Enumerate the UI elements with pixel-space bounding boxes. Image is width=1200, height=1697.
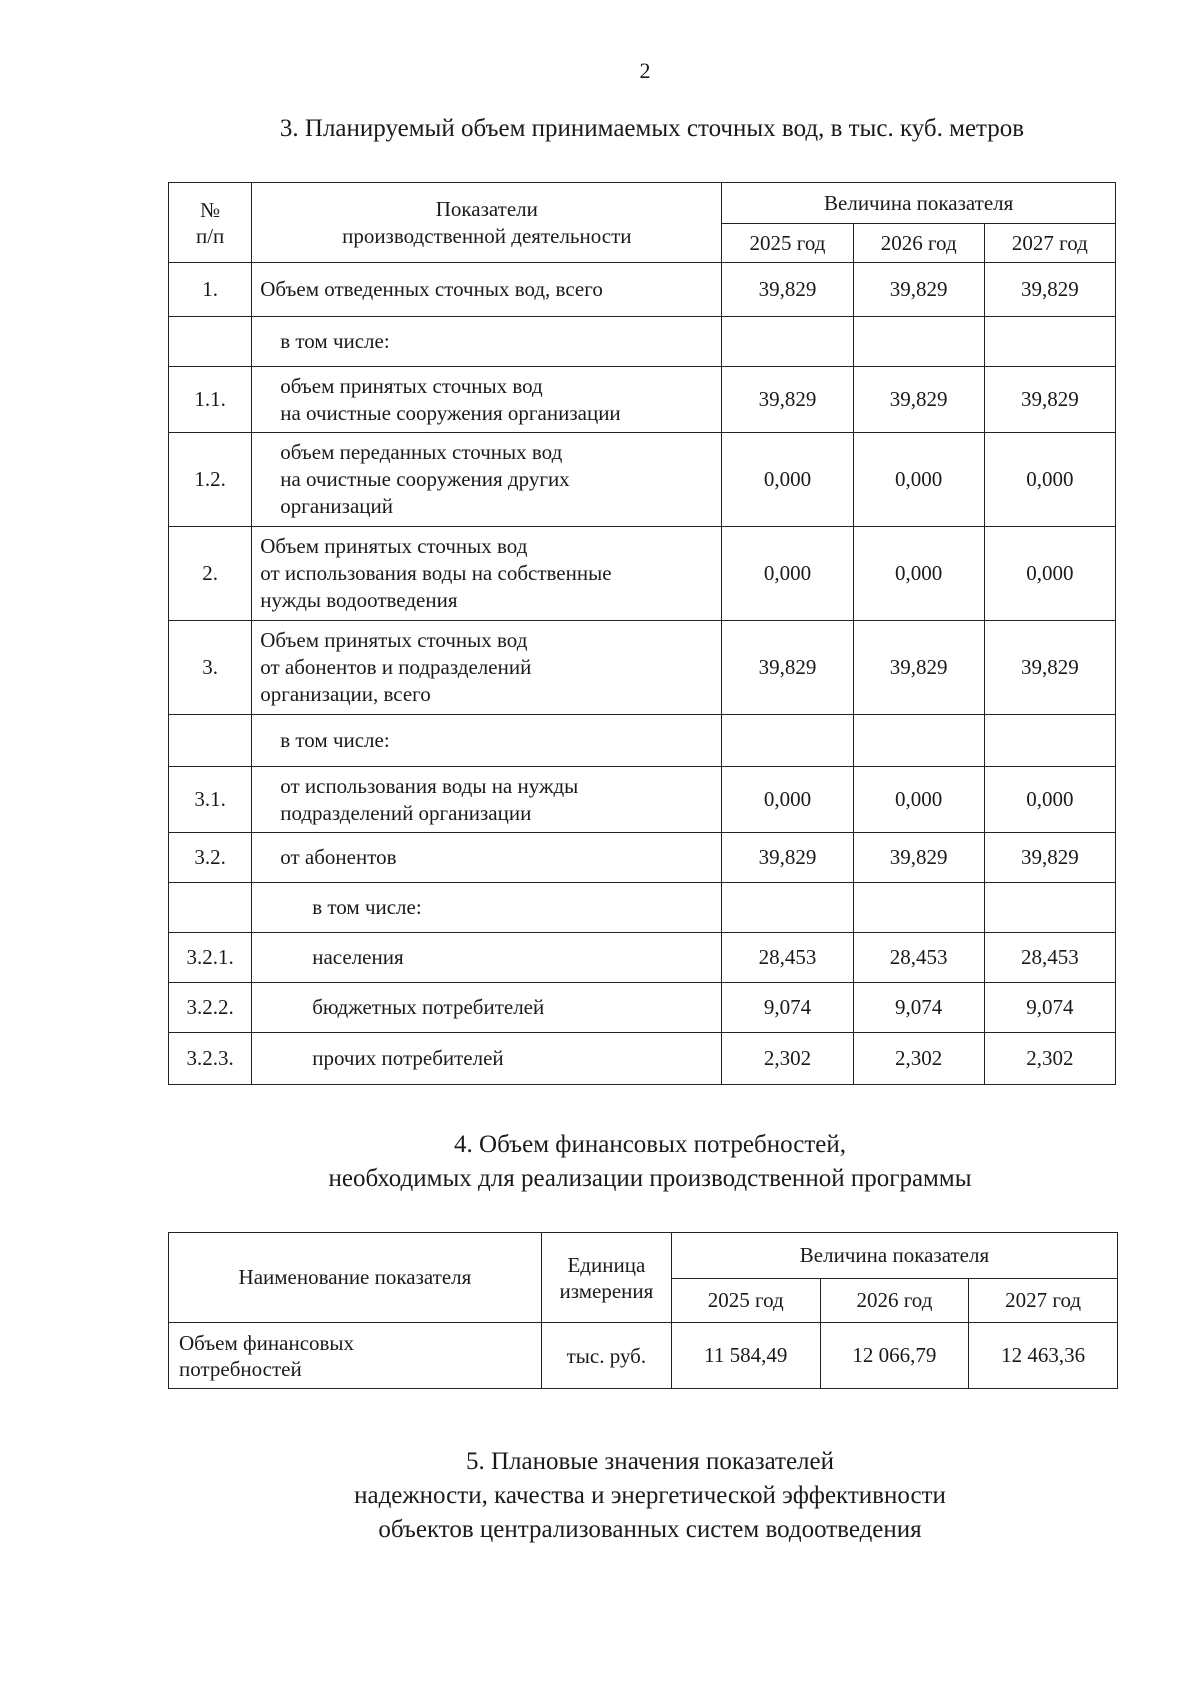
row-number: 1.1. xyxy=(169,367,252,433)
table-row xyxy=(169,527,1116,621)
row-value-2027: 28,453 xyxy=(984,933,1115,983)
row-label: Объем принятых сточных вод от абонентов и подразделений организации, всего xyxy=(252,621,722,715)
section5-title xyxy=(110,1445,1190,1547)
table-row xyxy=(169,621,1116,715)
row-number: 3. xyxy=(169,621,252,715)
row-value-2027 xyxy=(984,317,1115,367)
row-value-2025: 39,829 xyxy=(722,263,853,317)
section5-title-line1: 5. Плановые значения показателей xyxy=(465,1448,835,1475)
header-year-2026: 2026 год xyxy=(853,224,984,263)
table-row xyxy=(169,767,1116,833)
financial-needs-table xyxy=(168,1232,1118,1389)
header-value: Величина показателя xyxy=(722,183,1116,224)
row-value-2025: 39,829 xyxy=(722,367,853,433)
row-label: в том числе: xyxy=(252,715,722,767)
row-value-2026 xyxy=(853,715,984,767)
header-year-2025: 2025 год xyxy=(722,224,853,263)
row-value-2026: 0,000 xyxy=(853,527,984,621)
row-value-2025: 0,000 xyxy=(722,433,853,527)
table-row xyxy=(169,263,1116,317)
row-value-2027: 39,829 xyxy=(984,367,1115,433)
row-number: 3.2. xyxy=(169,833,252,883)
row-value-2025: 9,074 xyxy=(722,983,853,1033)
header-num: № п/п xyxy=(169,183,252,263)
row-label: населения xyxy=(252,933,722,983)
row-value-2026: 12 066,79 xyxy=(820,1323,969,1389)
row-name: Объем финансовых потребностей xyxy=(169,1323,542,1389)
row-value-2025: 39,829 xyxy=(722,833,853,883)
row-value-2025: 11 584,49 xyxy=(671,1323,820,1389)
row-value-2027 xyxy=(984,715,1115,767)
row-value-2026: 0,000 xyxy=(853,767,984,833)
row-number: 3.1. xyxy=(169,767,252,833)
row-value-2027: 0,000 xyxy=(984,433,1115,527)
header-year-2026: 2026 год xyxy=(820,1279,969,1323)
row-value-2026: 0,000 xyxy=(853,433,984,527)
row-label: от абонентов xyxy=(252,833,722,883)
row-value-2026: 39,829 xyxy=(853,621,984,715)
row-value-2026: 2,302 xyxy=(853,1033,984,1085)
row-value-2025: 39,829 xyxy=(722,621,853,715)
row-number: 3.2.1. xyxy=(169,933,252,983)
row-label: объем принятых сточных вод на очистные сооружения организации xyxy=(252,367,722,433)
row-value-2026: 28,453 xyxy=(853,933,984,983)
row-number: 1. xyxy=(169,263,252,317)
row-value-2025: 28,453 xyxy=(722,933,853,983)
row-label: в том числе: xyxy=(252,317,722,367)
header-year-2027: 2027 год xyxy=(984,224,1115,263)
page-number: 2 xyxy=(639,58,651,83)
row-label: бюджетных потребителей xyxy=(252,983,722,1033)
row-number xyxy=(169,317,252,367)
row-value-2026 xyxy=(853,883,984,933)
row-value-2027 xyxy=(984,883,1115,933)
row-value-2025: 0,000 xyxy=(722,527,853,621)
table-row xyxy=(169,833,1116,883)
header-name: Наименование показателя xyxy=(169,1233,542,1323)
row-value-2026: 39,829 xyxy=(853,263,984,317)
row-value-2027: 0,000 xyxy=(984,767,1115,833)
section5-title-line3: объектов централизованных систем водоотведения xyxy=(378,1516,922,1543)
section5-title-line2: надежности, качества и энергетической эффективности xyxy=(354,1482,946,1509)
header-unit: Единица измерения xyxy=(541,1233,671,1323)
row-value-2026: 39,829 xyxy=(853,833,984,883)
table-row xyxy=(169,433,1116,527)
wastewater-volume-table xyxy=(168,182,1116,1085)
table-row xyxy=(169,1033,1116,1085)
section4-title-line2: необходимых для реализации производственной программы xyxy=(328,1165,972,1192)
row-value-2026 xyxy=(853,317,984,367)
header-year-2025: 2025 год xyxy=(671,1279,820,1323)
row-number: 3.2.3. xyxy=(169,1033,252,1085)
row-number: 1.2. xyxy=(169,433,252,527)
header-indicators: Показатели производственной деятельности xyxy=(252,183,722,263)
row-number: 3.2.2. xyxy=(169,983,252,1033)
header-value: Величина показателя xyxy=(671,1233,1117,1279)
table-row xyxy=(169,367,1116,433)
row-value-2027: 12 463,36 xyxy=(969,1323,1118,1389)
row-label: Объем отведенных сточных вод, всего xyxy=(252,263,722,317)
row-value-2026: 39,829 xyxy=(853,367,984,433)
row-value-2027: 0,000 xyxy=(984,527,1115,621)
header-year-2027: 2027 год xyxy=(969,1279,1118,1323)
row-number: 2. xyxy=(169,527,252,621)
row-value-2027: 39,829 xyxy=(984,833,1115,883)
row-value-2025: 0,000 xyxy=(722,767,853,833)
row-number xyxy=(169,883,252,933)
table-row xyxy=(169,883,1116,933)
row-value-2025 xyxy=(722,715,853,767)
row-value-2025 xyxy=(722,883,853,933)
row-label: объем переданных сточных вод на очистные сооружения других организаций xyxy=(252,433,722,527)
row-value-2025: 2,302 xyxy=(722,1033,853,1085)
row-label: от использования воды на нужды подразделений организации xyxy=(252,767,722,833)
row-label: прочих потребителей xyxy=(252,1033,722,1085)
section3-title: 3. Планируемый объем принимаемых сточных вод, в тыс. куб. метров xyxy=(279,115,1025,142)
row-unit: тыс. руб. xyxy=(541,1323,671,1389)
row-label: Объем принятых сточных вод от использования воды на собственные нужды водоотведения xyxy=(252,527,722,621)
row-label: в том числе: xyxy=(252,883,722,933)
row-value-2025 xyxy=(722,317,853,367)
section4-title xyxy=(110,1128,1190,1196)
row-value-2027: 2,302 xyxy=(984,1033,1115,1085)
row-value-2027: 39,829 xyxy=(984,621,1115,715)
table-row xyxy=(169,933,1116,983)
row-value-2026: 9,074 xyxy=(853,983,984,1033)
table-row xyxy=(169,715,1116,767)
row-value-2027: 39,829 xyxy=(984,263,1115,317)
section4-title-line1: 4. Объем финансовых потребностей, xyxy=(454,1131,846,1158)
row-value-2027: 9,074 xyxy=(984,983,1115,1033)
table-row xyxy=(169,317,1116,367)
row-number xyxy=(169,715,252,767)
table-row xyxy=(169,983,1116,1033)
